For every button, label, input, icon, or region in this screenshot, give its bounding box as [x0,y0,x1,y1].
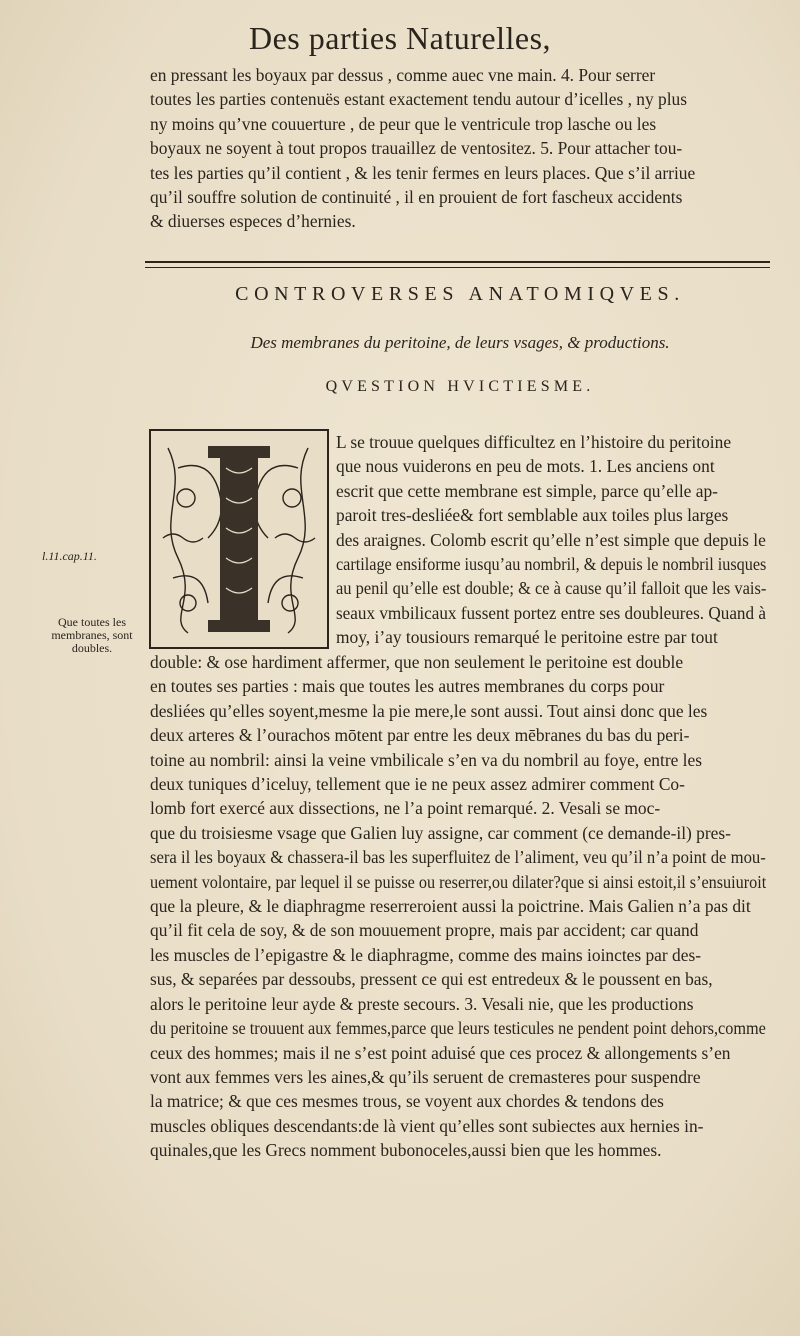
main-paragraph [150,650,766,1163]
text-line: en toutes ses parties : mais que toutes les autres membranes du corps pour [150,676,665,697]
text-line: toine au nombril: ainsi la veine vmbilicale s’en va du nombril au foye, entre les [150,749,702,770]
text-line: quinales,que les Grecs nomment bubonoceles,aussi bien que les hommes. [150,1140,662,1161]
text-line: qu’il souffre solution de continuité , il en prouient de fort fascheux accidents [150,187,683,208]
text-line: muscles obliques descendants:de là vient qu’elles sont subiectes aux hernies in- [150,1115,704,1136]
text-line: les muscles de l’epigastre & le diaphragme, comme des mains ioinctes par des- [150,944,702,965]
text-line: alors le peritoine leur ayde & preste secours. 3. Vesali nie, que les productions [150,993,694,1014]
text-line: ny moins qu’vne couuerture , de peur que le ventricule trop lasche ou les [150,113,657,134]
text-line: deux arteres & l’ourachos mōtent par entre les deux mēbranes du bas du peri- [150,725,690,746]
top-paragraph [150,63,766,234]
text-line: cartilage ensiforme iusqu’au nombril, & depuis le nombril iusques [336,554,767,575]
text-line: sera il les boyaux & chassera-il bas les superfluitez de l’aliment, veu qu’il n’a point de mou- [150,847,766,868]
text-line: vont aux femmes vers les aines,& qu’ils seruent de cremasteres pour suspendre [150,1066,701,1087]
question-heading: QVESTION HVICTIESME. [325,378,595,395]
text-line: du peritoine se trouuent aux femmes,parce que leurs testicules ne pendent point dehors,comme [150,1018,766,1039]
text-line: qu’il fit cela de soy, & de son mouuement propre, mais par accident; car quand [150,920,699,941]
text-line: escrit que cette membrane est simple, parce qu’elle ap- [336,480,718,501]
text-line: des araignes. Colomb escrit qu’elle n’est simple que depuis le [336,529,766,550]
text-line: double: & ose hardiment affermer, que non seulement le peritoine est double [150,652,684,672]
text-line: ceux des hommes; mais il ne s’est point aduisé que ces procez & allongements s’en [150,1042,731,1063]
text-line: L se trouue quelques difficultez en l’histoire du peritoine [336,432,732,452]
text-line: boyaux ne soyent à tout propos trauaillez de ventositez. 5. Pour attacher tou- [150,138,683,159]
separator-rule-thin [145,267,770,268]
text-line: moy, i’ay tousiours remarqué le peritoine estre par tout [336,627,718,648]
text-line: & diuerses especes d’hernies. [150,211,356,232]
text-line: paroit tres-desliée& fort semblable aux toiles plus larges [336,505,729,526]
opening-paragraph [336,430,766,650]
text-line: au penil qu’elle est double; & ce à cause qu’il falloit que les vais- [336,578,766,599]
text-line: uement volontaire, par lequel il se puisse ou reserrer,ou dilater?que si ainsi estoit,il s’ensuiuroit [150,871,767,892]
text-line: la matrice; & que ces mesmes trous, se voyent aux chordes & tendons des [150,1091,664,1112]
text-line: lomb fort exercé aux dissections, ne l’a point remarqué. 2. Vesali se moc- [150,798,661,819]
text-line: tes les parties qu’il contient , & les tenir fermes en leurs places. Que s’il arriue [150,162,696,183]
text-line: seaux vmbilicaux fussent portez entre ses doubleures. Quand à [336,602,766,623]
text-line: que la pleure, & le diaphragme reserreroient aussi la poictrine. Mais Galien n’a pas dit [150,896,751,917]
margin-note: Que toutes les membranes, sont doubles. [51,615,133,655]
section-subtitle: Des membranes du peritoine, de leurs vsages, & productions. [250,333,670,352]
text-line: toutes les parties contenuës estant exactement tendu autour d’icelles , ny plus [150,89,688,110]
text-line: en pressant les boyaux par dessus , comme auec vne main. 4. Pour serrer [150,65,656,85]
running-title: Des parties Naturelles, [248,20,552,56]
text-line: desliées qu’elles soyent,mesme la pie mere,le sont aussi. Tout ainsi donc que les [150,700,708,721]
text-line: deux tuniques d’iceluy, tellement que ie ne peux assez admirer comment Co- [150,774,685,795]
decorated-initial-icon [148,428,330,650]
text-line: sus, & separées par dessoubs, pressent ce qui est entredeux & le poussent en bas, [150,969,713,990]
text-line: que nous vuiderons en peu de mots. 1. Les anciens ont [336,456,715,477]
section-heading: CONTROVERSES ANATOMIQVES. [235,283,685,305]
separator-rule-thick [145,261,770,263]
text-line: que du troisiesme vsage que Galien luy assigne, car comment (ce demande-il) pres- [150,822,731,843]
margin-reference: l.11.cap.11. [42,549,97,563]
